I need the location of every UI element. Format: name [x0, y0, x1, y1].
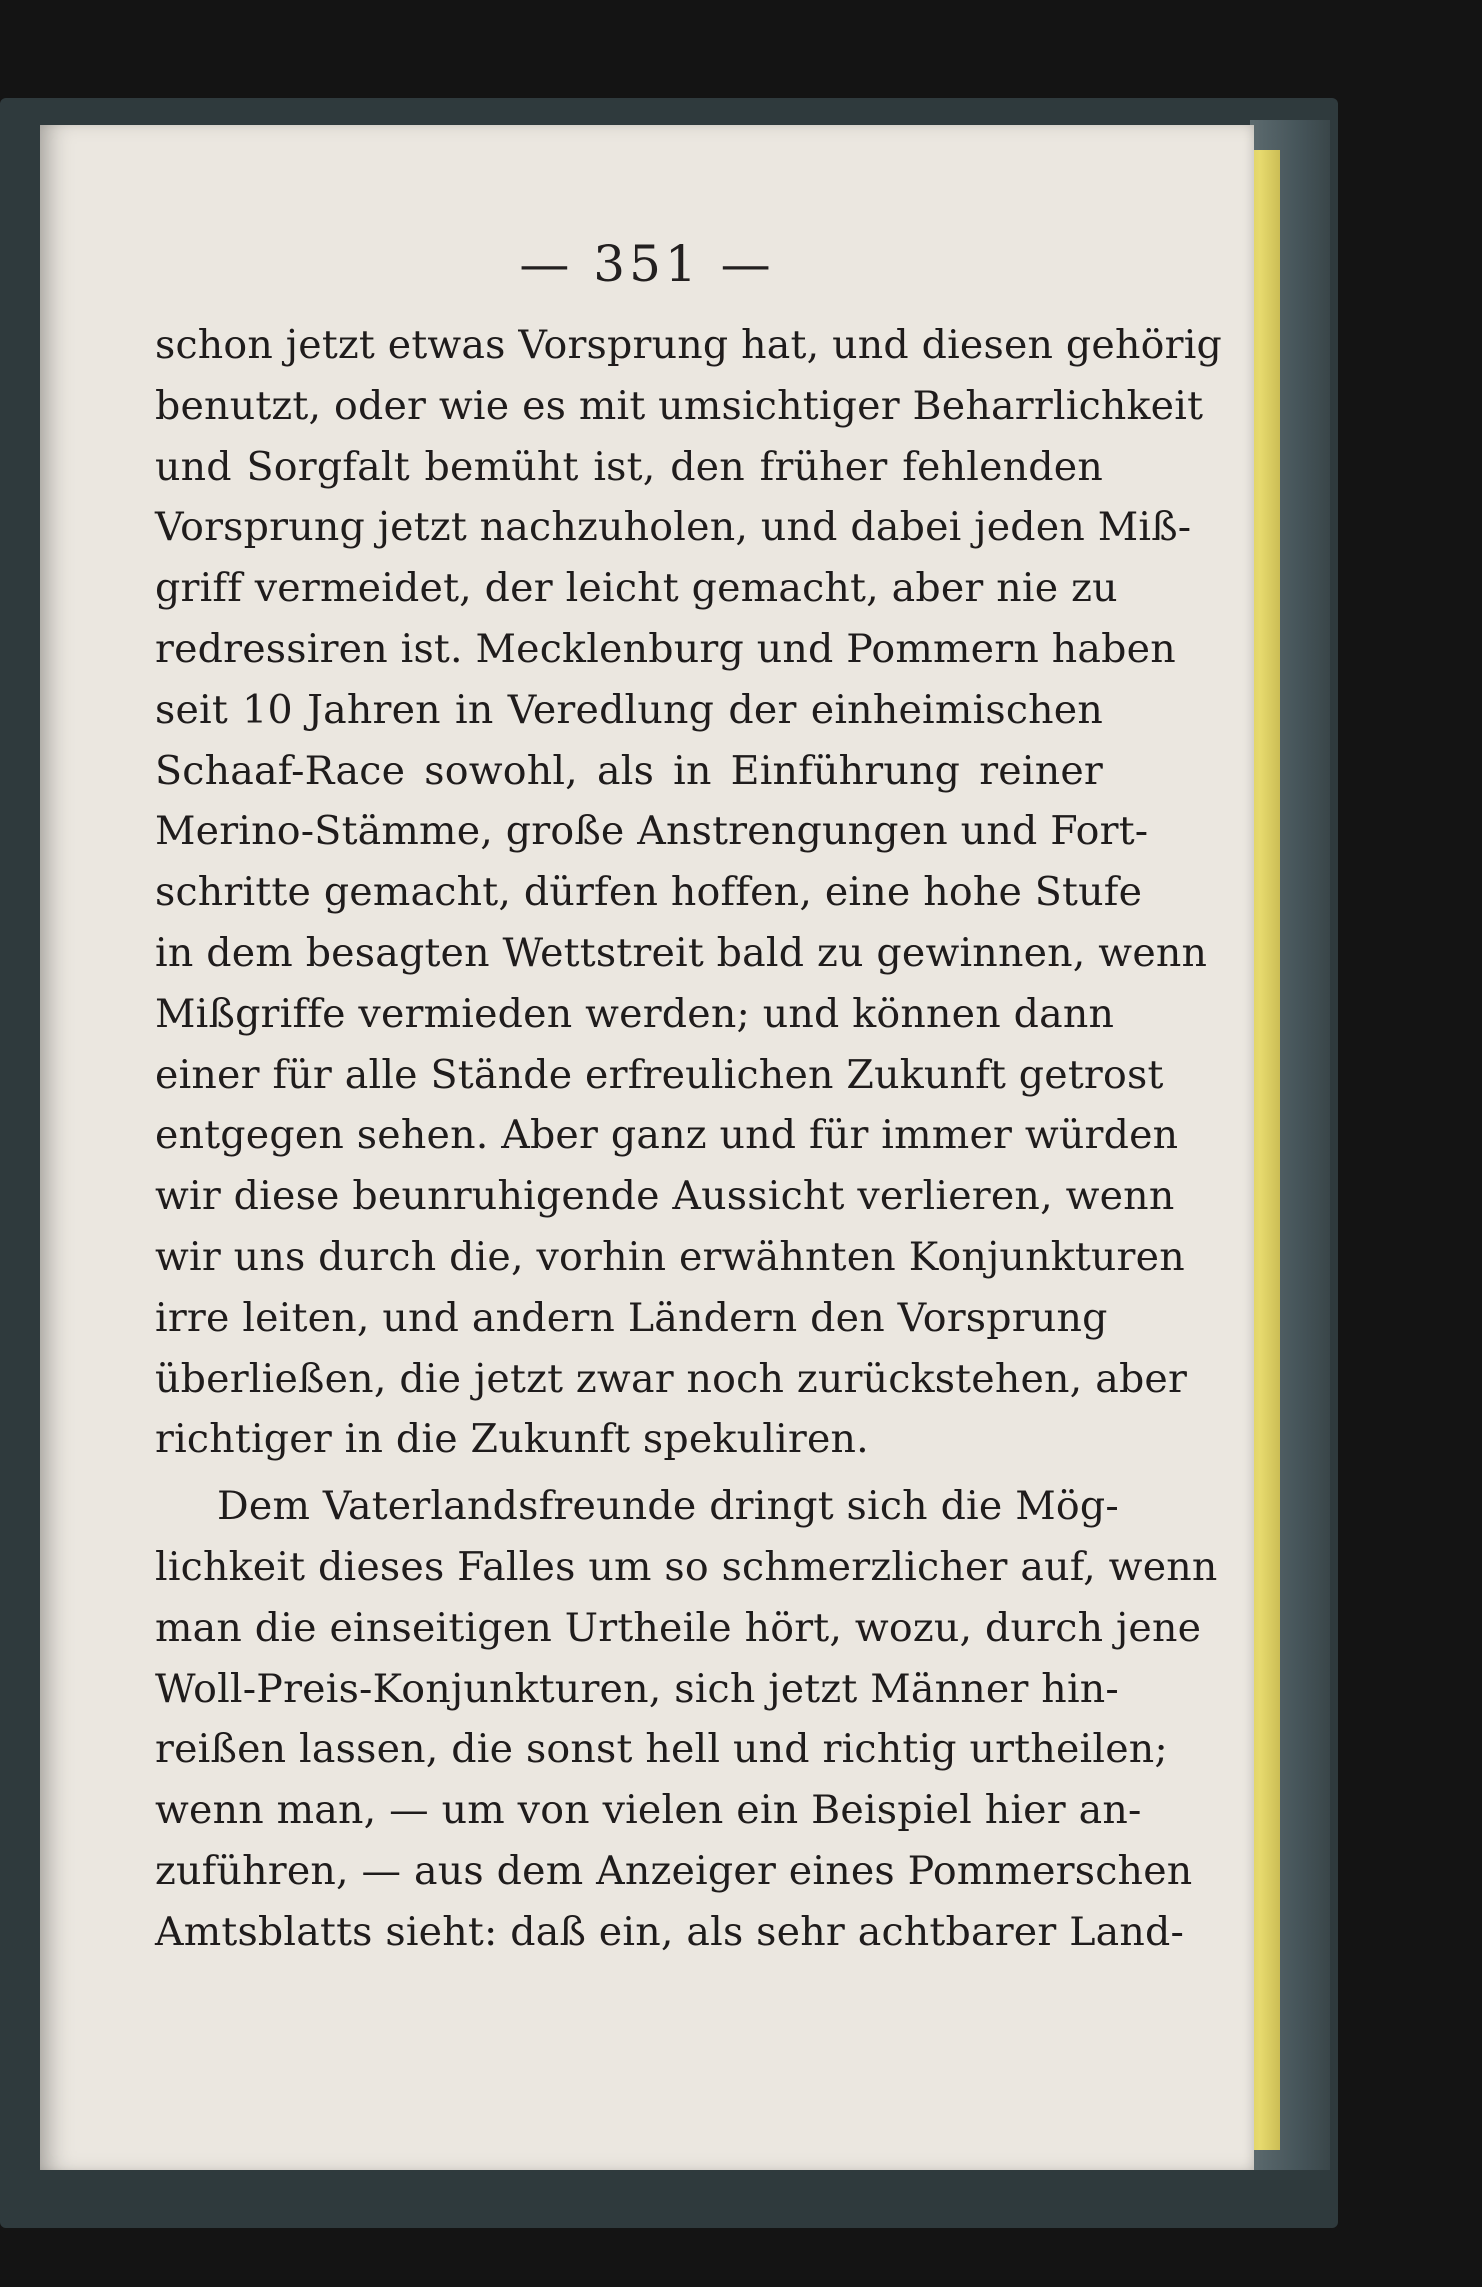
text-line: wir uns durch die, vorhin erwähnten Konjunkturen	[155, 1233, 1185, 1280]
text-line: und Sorgfalt bemüht ist, den früher fehlenden	[155, 443, 1103, 490]
text-line: Merino-Stämme, große Anstrengungen und Fort-	[155, 808, 1149, 855]
paragraph-2	[155, 1476, 1218, 1962]
body-text	[155, 315, 1223, 1963]
text-line: wir diese beunruhigende Aussicht verlieren, wenn	[155, 1173, 1175, 1220]
text-line: Vorsprung jetzt nachzuholen, und dabei jeden Miß-	[155, 504, 1192, 551]
text-line: irre leiten, und andern Ländern den Vorsprung	[155, 1294, 1108, 1341]
text-line: Woll-Preis-Konjunkturen, sich jetzt Männer hin-	[155, 1665, 1119, 1712]
text-line: reißen lassen, die sonst hell und richtig urtheilen;	[155, 1726, 1168, 1773]
book-page	[40, 125, 1254, 2170]
text-line: benutzt, oder wie es mit umsichtiger Beharrlichkeit	[155, 382, 1204, 429]
text-line: schon jetzt etwas Vorsprung hat, und diesen gehörig	[155, 322, 1223, 368]
text-line: zuführen, — aus dem Anzeiger eines Pommerschen	[155, 1847, 1193, 1894]
text-line: Dem Vaterlandsfreunde dringt sich die Mög-	[217, 1483, 1119, 1530]
text-line: Schaaf-Race sowohl, als in Einführung reiner	[155, 747, 1103, 794]
text-line: lichkeit dieses Falles um so schmerzlicher auf, wenn	[155, 1543, 1218, 1590]
text-line: seit 10 Jahren in Veredlung der einheimischen	[155, 686, 1103, 733]
text-line: wenn man, — um von vielen ein Beispiel hier an-	[155, 1787, 1142, 1834]
page-number: — 351 —	[519, 235, 775, 293]
text-line: in dem besagten Wettstreit bald zu gewinnen, wenn	[155, 929, 1208, 976]
text-line: überließen, die jetzt zwar noch zurückstehen, aber	[155, 1355, 1188, 1402]
text-line: richtiger in die Zukunft spekuliren.	[155, 1416, 869, 1463]
text-line: entgegen sehen. Aber ganz und für immer würden	[155, 1112, 1179, 1159]
text-line: griff vermeidet, der leicht gemacht, aber nie zu	[155, 565, 1118, 612]
text-line: redressiren ist. Mecklenburg und Pommern haben	[155, 625, 1176, 672]
text-line: schritte gemacht, dürfen hoffen, eine hohe Stufe	[155, 869, 1143, 916]
text-line: Amtsblatts sieht: daß ein, als sehr achtbarer Land-	[155, 1908, 1185, 1955]
text-line: einer für alle Stände erfreulichen Zukunft getrost	[155, 1051, 1164, 1098]
text-line: Mißgriffe vermieden werden; und können dann	[155, 990, 1115, 1037]
text-line: man die einseitigen Urtheile hört, wozu, durch jene	[155, 1604, 1202, 1651]
paragraph-1	[155, 315, 1223, 1470]
